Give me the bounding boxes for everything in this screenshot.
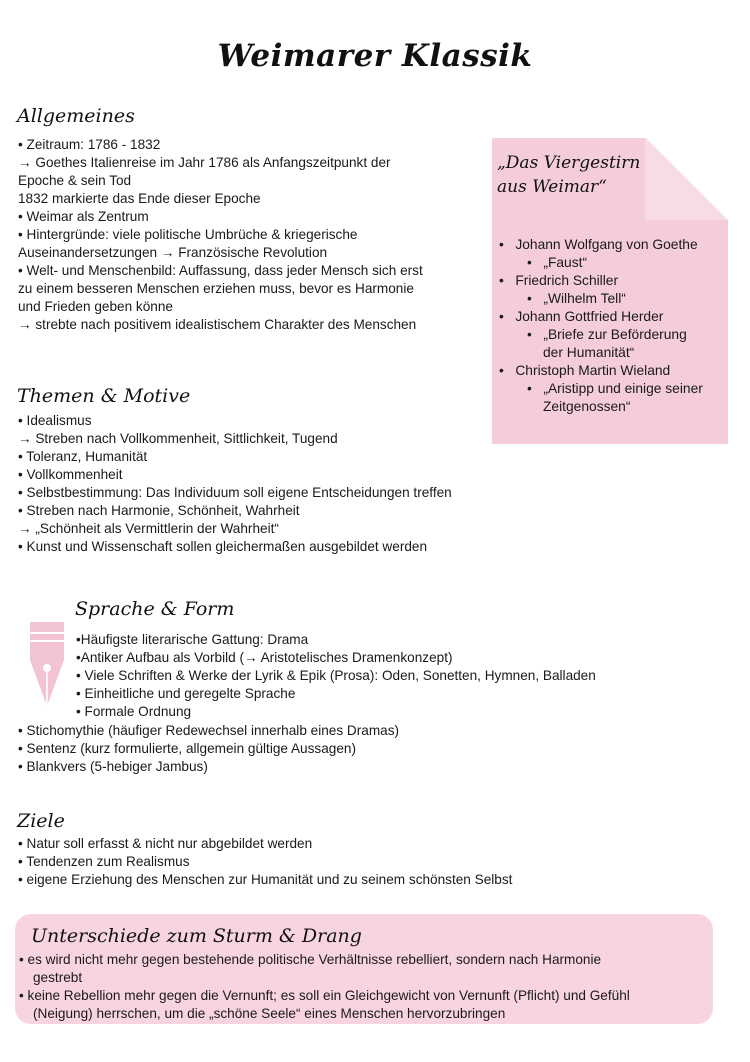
themen-line: • Toleranz, Humanität bbox=[18, 449, 148, 464]
viergestirn-work: • „Wilhelm Tell“ bbox=[527, 291, 626, 306]
allgemeines-line: und Frieden geben könne bbox=[18, 299, 173, 314]
themen-list bbox=[18, 412, 718, 556]
sprache-line: • Sentenz (kurz formulierte, allgemein gültige Aussagen) bbox=[18, 741, 356, 756]
allgemeines-line: • Welt- und Menschenbild: Auffassung, dass jeder Mensch sich erst bbox=[18, 263, 423, 278]
allgemeines-line: 1832 markierte das Ende dieser Epoche bbox=[18, 191, 261, 206]
themen-line: • Idealismus bbox=[18, 413, 92, 428]
unterschiede-line: • keine Rebellion mehr gegen die Vernunft; es soll ein Gleichgewicht von Vernunft (Pflicht) und Gefühl bbox=[19, 988, 630, 1003]
unterschiede-line: • es wird nicht mehr gegen bestehende politische Verhältnisse rebelliert, sondern nach Harmonie bbox=[19, 952, 602, 967]
sprache-list bbox=[18, 722, 718, 776]
viergestirn-list bbox=[499, 236, 727, 416]
ziele-line: • eigene Erziehung des Menschen zur Humanität und zu seinem schönsten Selbst bbox=[18, 872, 513, 887]
themen-line: • Selbstbestimmung: Das Individuum soll eigene Entscheidungen treffen bbox=[18, 485, 452, 500]
sprache-line: • Stichomythie (häufiger Redewechsel innerhalb eines Dramas) bbox=[18, 723, 400, 738]
heading-sprache: Sprache & Form bbox=[75, 598, 235, 620]
viergestirn-work-cont: der Humanität“ bbox=[543, 345, 635, 360]
fountain-pen-nib-icon bbox=[28, 622, 66, 706]
viergestirn-author: • Christoph Martin Wieland bbox=[499, 363, 671, 378]
ziele-list bbox=[18, 835, 718, 889]
ziele-line: • Natur soll erfasst & nicht nur abgebildet werden bbox=[18, 836, 313, 851]
heading-ziele: Ziele bbox=[17, 810, 65, 832]
unterschiede-line: gestrebt bbox=[33, 970, 83, 985]
sprache-indented-list bbox=[76, 631, 736, 721]
viergestirn-work-cont: Zeitgenossen“ bbox=[543, 399, 631, 414]
allgemeines-line: Epoche & sein Tod bbox=[18, 173, 132, 188]
heading-unterschiede: Unterschiede zum Sturm & Drang bbox=[31, 925, 362, 947]
sprache-line: • Formale Ordnung bbox=[76, 704, 192, 719]
sprache-line: • Einheitliche und geregelte Sprache bbox=[76, 686, 296, 701]
page-fold-corner bbox=[645, 138, 728, 220]
sprache-line: • Viele Schriften & Werke der Lyrik & Epik (Prosa): Oden, Sonetten, Hymnen, Balladen bbox=[76, 668, 596, 683]
allgemeines-line: • Hintergründe: viele politische Umbrüche & kriegerische bbox=[18, 227, 358, 242]
themen-line: • Kunst und Wissenschaft sollen gleichermaßen ausgebildet werden bbox=[18, 539, 428, 554]
themen-line: → Streben nach Vollkommenheit, Sittlichkeit, Tugend bbox=[18, 431, 338, 446]
allgemeines-list bbox=[18, 136, 488, 334]
allgemeines-line: zu einem besseren Menschen erziehen muss, bevor es Harmonie bbox=[18, 281, 414, 296]
themen-line: • Vollkommenheit bbox=[18, 467, 123, 482]
themen-line: • Streben nach Harmonie, Schönheit, Wahrheit bbox=[18, 503, 300, 518]
viergestirn-author: • Johann Gottfried Herder bbox=[499, 309, 664, 324]
unterschiede-list bbox=[19, 951, 709, 1023]
viergestirn-title-line1: „Das Viergestirn bbox=[497, 153, 641, 173]
viergestirn-work: • „Aristipp und einige seiner bbox=[527, 381, 703, 396]
sprache-line: • Blankvers (5-hebiger Jambus) bbox=[18, 759, 208, 774]
heading-themen: Themen & Motive bbox=[17, 385, 191, 407]
themen-line: → „Schönheit als Vermittlerin der Wahrheit“ bbox=[18, 521, 279, 536]
allgemeines-line: → Goethes Italienreise im Jahr 1786 als Anfangszeitpunkt der bbox=[18, 155, 391, 170]
viergestirn-work: • „Briefe zur Beförderung bbox=[527, 327, 687, 342]
viergestirn-work: • „Faust“ bbox=[527, 255, 588, 270]
allgemeines-line: Auseinandersetzungen → Französische Revolution bbox=[18, 245, 328, 260]
allgemeines-line: • Weimar als Zentrum bbox=[18, 209, 149, 224]
heading-allgemeines: Allgemeines bbox=[17, 105, 135, 127]
page-title: Weimarer Klassik bbox=[217, 38, 533, 74]
unterschiede-line: (Neigung) herrschen, um die „schöne Seele“ eines Menschen hervorzubringen bbox=[33, 1006, 506, 1021]
ziele-line: • Tendenzen zum Realismus bbox=[18, 854, 190, 869]
allgemeines-line: → strebte nach positivem idealistischem Charakter des Menschen bbox=[18, 317, 417, 332]
allgemeines-line: • Zeitraum: 1786 - 1832 bbox=[18, 137, 161, 152]
sprache-line: •Antiker Aufbau als Vorbild (→ Aristotelisches Dramenkonzept) bbox=[76, 650, 453, 665]
viergestirn-title-line2: aus Weimar“ bbox=[497, 177, 607, 197]
viergestirn-title bbox=[497, 151, 647, 199]
sprache-line: •Häufigste literarische Gattung: Drama bbox=[76, 632, 309, 647]
viergestirn-author: • Johann Wolfgang von Goethe bbox=[499, 237, 698, 252]
viergestirn-author: • Friedrich Schiller bbox=[499, 273, 619, 288]
